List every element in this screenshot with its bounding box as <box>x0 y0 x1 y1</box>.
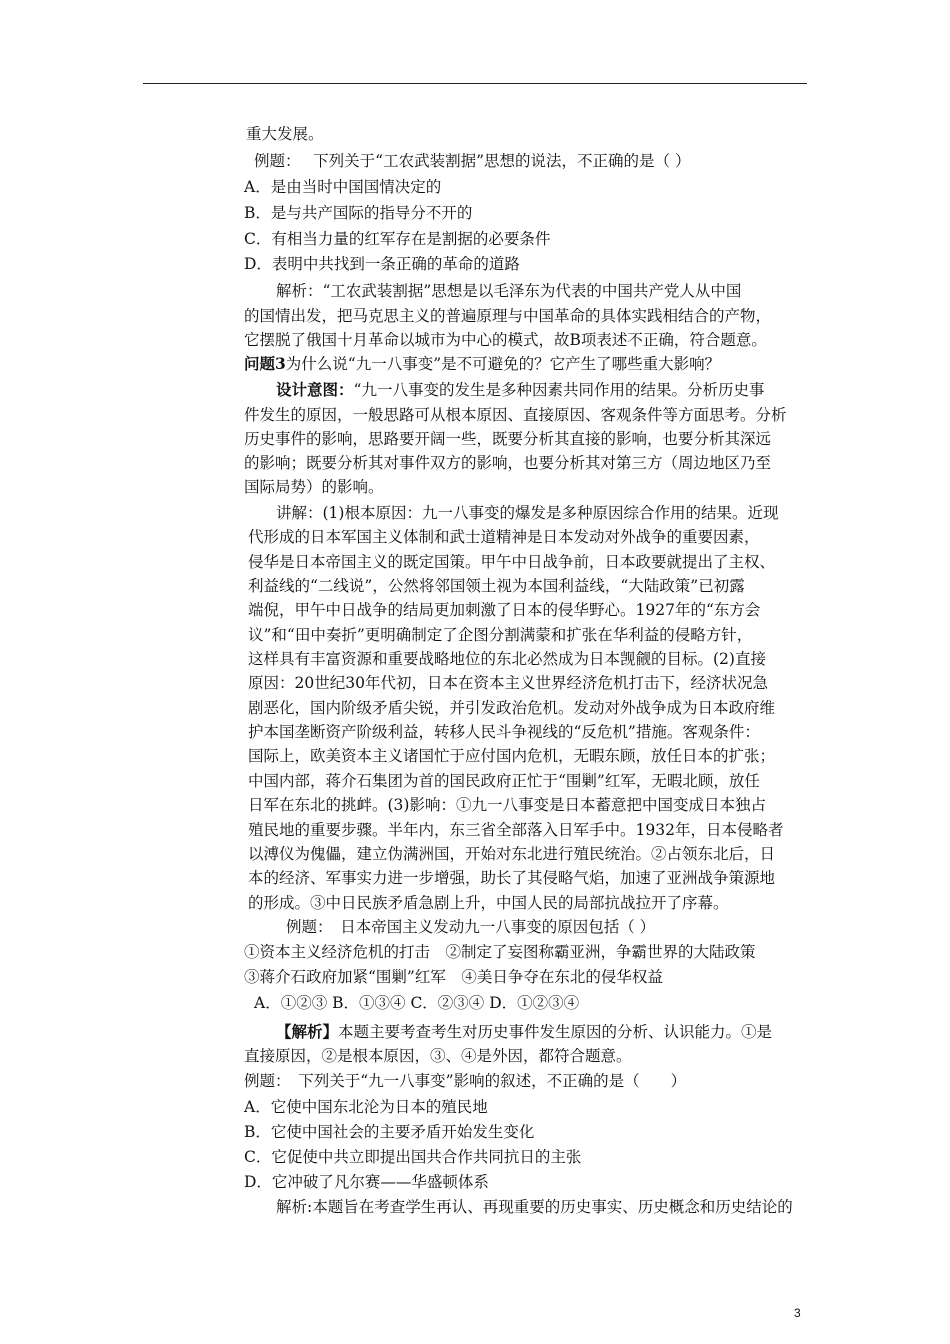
explanation-line: 利益线的“二线说”，公然将邻国领土视为本国利益线，“大陆政策”已初露 <box>248 577 745 595</box>
explanation-line: 原因：20世纪30年代初，日本在资本主义世界经济危机打击下，经济状况急 <box>248 674 768 692</box>
explanation-line: 端倪，甲午中日战争的结局更加刺激了日本的侵华野心。1927年的“东方会 <box>248 601 761 619</box>
design-intent-line: 设计意图：“九一八事变的发生是多种因素共同作用的结果。分析历史事 <box>276 380 765 399</box>
option-a: A．它使中国东北沦为日本的殖民地 <box>244 1098 488 1116</box>
analysis-line: 【解析】本题主要考查考生对历史事件发生原因的分析、认识能力。①是 <box>276 1022 773 1041</box>
explanation-line: 侵华是日本帝国主义的既定国策。甲午中日战争前，日本政要就提出了主权、 <box>248 553 776 571</box>
analysis-line: 的国情出发，把马克思主义的普遍原理与中国革命的具体实践相结合的产物， <box>244 307 772 325</box>
explanation-line: 日军在东北的挑衅。(3)影响：①九一八事变是日本蓄意把中国变成日本独占 <box>248 796 766 814</box>
explanation-line: 殖民地的重要步骤。半年内，东三省全部落入日军手中。1932年，日本侵略者 <box>248 821 784 839</box>
explanation-line: 本的经济、军事实力进一步增强，助长了其侵略气焰，加速了亚洲战争策源地 <box>248 869 776 887</box>
explanation-line: 代形成的日本军国主义体制和武士道精神是日本发动对外战争的重要因素， <box>248 528 760 546</box>
explanation-line: 护本国垄断资产阶级利益，转移人民斗争视线的“反危机”措施。客观条件： <box>248 723 760 741</box>
explanation-line: 中国内部，蒋介石集团为首的国民政府正忙于“围剿”红军，无暇北顾，放任 <box>248 772 760 790</box>
option-b: B．它使中国社会的主要矛盾开始发生变化 <box>244 1123 535 1141</box>
explanation-line: 议”和“田中奏折”更明确制定了企图分割满蒙和扩张在华利益的侵略方针， <box>248 626 753 644</box>
question-label: 问题3 <box>244 354 286 373</box>
analysis-line: 直接原因，②是根本原因，③、④是外因，都符合题意。 <box>244 1047 632 1065</box>
analysis-line: 解析:本题旨在考查学生再认、再现重要的历史事实、历史概念和历史结论的 <box>276 1198 793 1216</box>
option-d: D．表明中共找到一条正确的革命的道路 <box>244 255 520 273</box>
header-rule <box>143 83 807 84</box>
example-question: 例题： 下列关于“九一八事变”影响的叙述，不正确的是（ ） <box>244 1072 687 1090</box>
design-intent-line: 的影响；既要分析其对事件双方的影响，也要分析其对第三方（周边地区乃至 <box>244 454 772 472</box>
example-statements: ①资本主义经济危机的打击 ②制定了妄图称霸亚洲，争霸世界的大陆政策 <box>244 943 756 961</box>
option-c: C．它促使中共立即提出国共合作共同抗日的主张 <box>244 1148 582 1166</box>
option-a: A．是由当时中国国情决定的 <box>244 178 442 196</box>
explanation-line: 剧恶化，国内阶级矛盾尖锐，并引发政治危机。发动对外战争成为日本政府维 <box>248 699 776 717</box>
explanation-line: 国际上，欧美资本主义诸国忙于应付国内危机，无暇东顾，放任日本的扩张； <box>248 747 776 765</box>
design-intent-line: 历史事件的影响，思路要开阔一些，既要分析其直接的影响，也要分析其深远 <box>244 430 772 448</box>
explanation-line: 的形成。③中日民族矛盾急剧上升，中国人民的局部抗战拉开了序幕。 <box>248 894 729 912</box>
explanation-line: 这样具有丰富资源和重要战略地位的东北必然成为日本觊觎的目标。(2)直接 <box>248 650 766 668</box>
explanation-line: 讲解：(1)根本原因：九一八事变的爆发是多种原因综合作用的结果。近现 <box>276 504 779 522</box>
page-number: 3 <box>794 1306 801 1320</box>
option-b: B．是与共产国际的指导分不开的 <box>244 204 473 222</box>
analysis-line: 它摆脱了俄国十月革命以城市为中心的模式，故B项表述不正确，符合题意。 <box>244 331 767 349</box>
option-d: D．它冲破了凡尔赛——华盛顿体系 <box>244 1173 489 1191</box>
question-heading <box>244 354 720 374</box>
example-options: A．①②③ B．①③④ C．②③④ D．①②③④ <box>254 994 580 1012</box>
example-question: 例题： 日本帝国主义发动九一八事变的原因包括（ ） <box>286 918 656 936</box>
design-intent-label: 设计意图： <box>276 380 354 399</box>
option-c: C．有相当力量的红军存在是割据的必要条件 <box>244 230 551 248</box>
question-text: 为什么说“九一八事变”是不可避免的？它产生了哪些重大影响？ <box>285 355 721 373</box>
design-intent-line: 件发生的原因，一般思路可从根本原因、直接原因、客观条件等方面思考。分析 <box>244 406 787 424</box>
example-statements: ③蒋介石政府加紧“围剿”红军 ④美日争夺在东北的侵华权益 <box>244 968 663 986</box>
design-intent-line: 国际局势）的影响。 <box>244 478 384 496</box>
analysis-line: 解析：“工农武装割据”思想是以毛泽东为代表的中国共产党人从中国 <box>276 282 742 300</box>
example-question: 例题： 下列关于“工农武装割据”思想的说法，不正确的是（ ） <box>254 152 691 170</box>
analysis-label: 【解析】 <box>276 1022 339 1041</box>
text-line: 重大发展。 <box>246 125 324 143</box>
explanation-line: 以溥仪为傀儡，建立伪满洲国，开始对东北进行殖民统治。②占领东北后，日 <box>248 845 776 863</box>
